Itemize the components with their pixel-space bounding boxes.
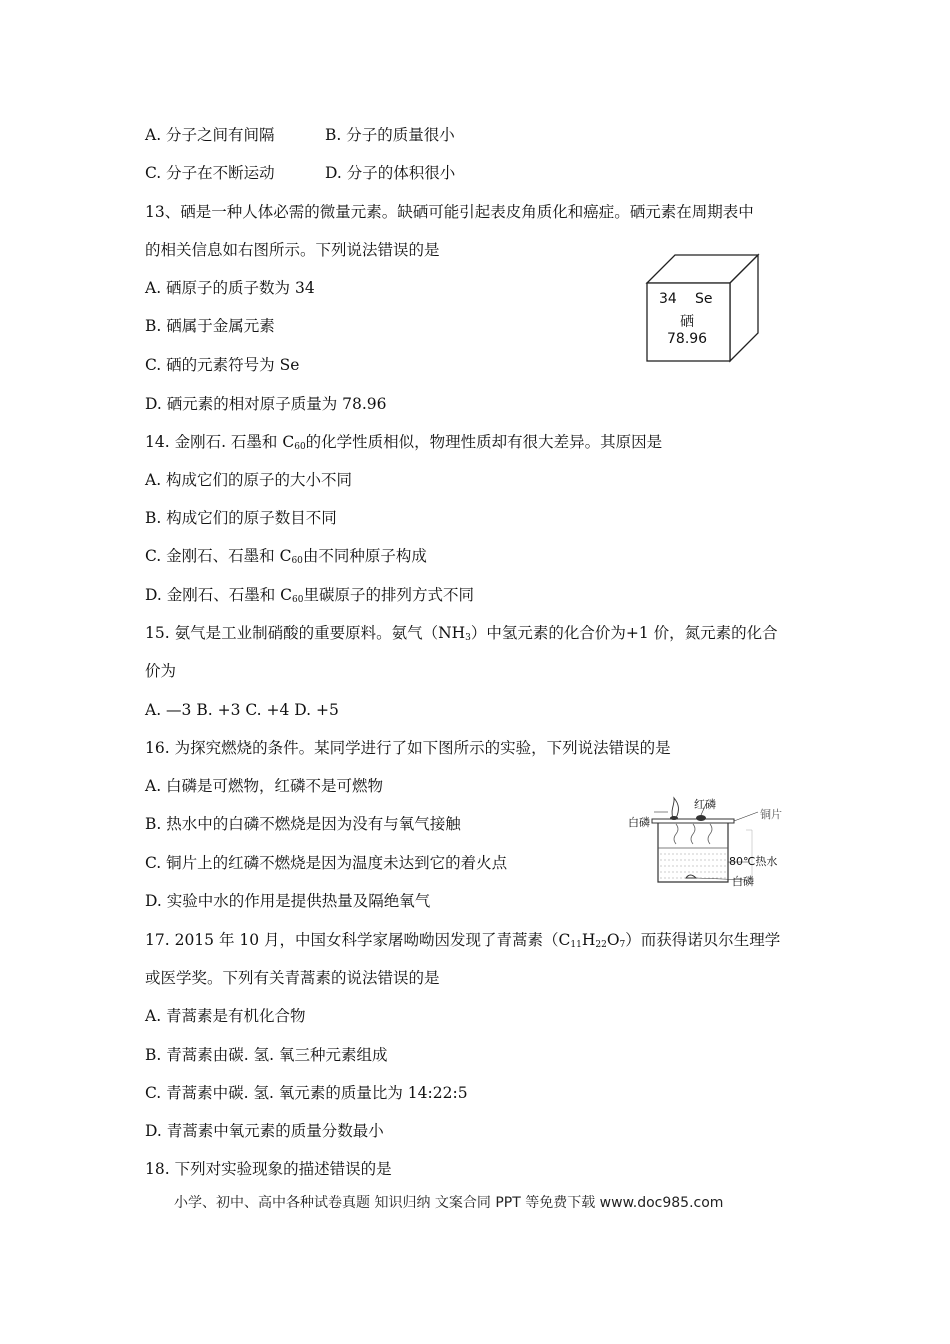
q14-option-b: B. 构成它们的原子数目不同 bbox=[145, 509, 337, 527]
q14-option-c-part2: 由不同种原子构成 bbox=[302, 547, 427, 565]
q15-options: A. —3 B. +3 C. +4 D. +5 bbox=[145, 701, 339, 719]
q17-option-b: B. 青蒿素由碳. 氢. 氧三种元素组成 bbox=[145, 1046, 388, 1064]
q17-stem-line2: 或医学奖。下列有关青蒿素的说法错误的是 bbox=[145, 969, 440, 987]
q12-option-c: C. 分子在不断运动 bbox=[145, 164, 275, 182]
q17-stem-line1 bbox=[145, 930, 780, 950]
element-name: 硒 bbox=[680, 314, 694, 330]
label-white-phosphorus-top: 白磷 bbox=[628, 816, 650, 829]
q17-option-c: C. 青蒿素中碳. 氢. 氧元素的质量比为 14:22:5 bbox=[145, 1084, 468, 1102]
q17-sub-h: 22 bbox=[595, 940, 607, 950]
combustion-experiment-figure bbox=[628, 790, 798, 890]
q14-option-a: A. 构成它们的原子的大小不同 bbox=[145, 471, 353, 489]
q13-stem-line1: 13、硒是一种人体必需的微量元素。缺硒可能引起表皮角质化和癌症。硒元素在周期表中 bbox=[145, 203, 754, 221]
q12-option-a: A. 分子之间有间隔 bbox=[145, 126, 275, 144]
q17-option-d: D. 青蒿素中氧元素的质量分数最小 bbox=[145, 1122, 384, 1140]
q13-option-b: B. 硒属于金属元素 bbox=[145, 317, 275, 335]
q15-stem-line1 bbox=[145, 623, 778, 643]
q17-sub-c: 11 bbox=[570, 940, 582, 950]
q16-option-b: B. 热水中的白磷不燃烧是因为没有与氧气接触 bbox=[145, 815, 461, 833]
label-copper-plate: 铜片 bbox=[760, 808, 782, 821]
q17-h: H bbox=[581, 931, 596, 949]
label-hot-water: 80℃热水 bbox=[729, 855, 778, 868]
selenium-element-cube bbox=[645, 253, 760, 363]
q16-option-d: D. 实验中水的作用是提供热量及隔绝氧气 bbox=[145, 892, 431, 910]
q16-option-a: A. 白磷是可燃物，红磷不是可燃物 bbox=[145, 777, 384, 795]
element-atomic-mass: 78.96 bbox=[667, 331, 708, 347]
q14-stem-part2: 的化学性质相似，物理性质却有很大差异。其原因是 bbox=[305, 433, 663, 451]
label-white-phosphorus-bottom: 白磷 bbox=[732, 875, 754, 888]
q16-stem: 16. 为探究燃烧的条件。某同学进行了如下图所示的实验，下列说法错误的是 bbox=[145, 739, 671, 757]
q13-stem-line2: 的相关信息如右图所示。下列说法错误的是 bbox=[145, 241, 440, 259]
element-symbol: Se bbox=[695, 291, 713, 307]
q15-stem-part2: ）中氢元素的化合价为+1 价，氮元素的化合 bbox=[470, 624, 778, 642]
q13-option-a: A. 硒原子的质子数为 34 bbox=[145, 279, 315, 297]
q14-option-c-subscript: 60 bbox=[291, 556, 303, 566]
q12-options-row2 bbox=[145, 163, 456, 183]
element-atomic-number: 34 bbox=[659, 291, 677, 307]
q15-stem-part1: 15. 氨气是工业制硝酸的重要原料。氨气（NH bbox=[145, 624, 466, 642]
q17-stem-part1: 17. 2015 年 10 月，中国女科学家屠呦呦因发现了青蒿素（C bbox=[145, 931, 571, 949]
q12-option-b: B. 分子的质量很小 bbox=[325, 126, 455, 144]
q17-stem-part2: ）而获得诺贝尔生理学 bbox=[625, 931, 781, 949]
q12-option-d: D. 分子的体积很小 bbox=[325, 164, 456, 182]
q14-option-d bbox=[145, 585, 474, 605]
q14-option-c-part1: C. 金刚石、石墨和 C bbox=[145, 547, 292, 565]
q13-option-c: C. 硒的元素符号为 Se bbox=[145, 356, 300, 374]
q14-option-c bbox=[145, 546, 427, 566]
q14-subscript: 60 bbox=[294, 442, 306, 452]
q17-sub-o: 7 bbox=[619, 940, 626, 950]
q14-option-d-subscript: 60 bbox=[292, 595, 304, 605]
q15-subscript: 3 bbox=[465, 633, 471, 643]
q17-o: O bbox=[606, 931, 620, 949]
q18-stem: 18. 下列对实验现象的描述错误的是 bbox=[145, 1160, 392, 1178]
q13-option-d: D. 硒元素的相对原子质量为 78.96 bbox=[145, 395, 387, 413]
q14-option-d-part1: D. 金刚石、石墨和 C bbox=[145, 586, 293, 604]
q14-stem bbox=[145, 432, 662, 452]
page-footer: 小学、初中、高中各种试卷真题 知识归纳 文案合同 PPT 等免费下载 www.doc985.com bbox=[174, 1195, 724, 1211]
q16-option-c: C. 铜片上的红磷不燃烧是因为温度未达到它的着火点 bbox=[145, 854, 508, 872]
q14-stem-part1: 14. 金刚石. 石墨和 C bbox=[145, 433, 295, 451]
q17-option-a: A. 青蒿素是有机化合物 bbox=[145, 1007, 306, 1025]
q12-options-row1 bbox=[145, 125, 455, 145]
q15-stem-line2: 价为 bbox=[145, 662, 177, 680]
q14-option-d-part2: 里碳原子的排列方式不同 bbox=[303, 586, 474, 604]
label-red-phosphorus: 红磷 bbox=[694, 798, 716, 811]
